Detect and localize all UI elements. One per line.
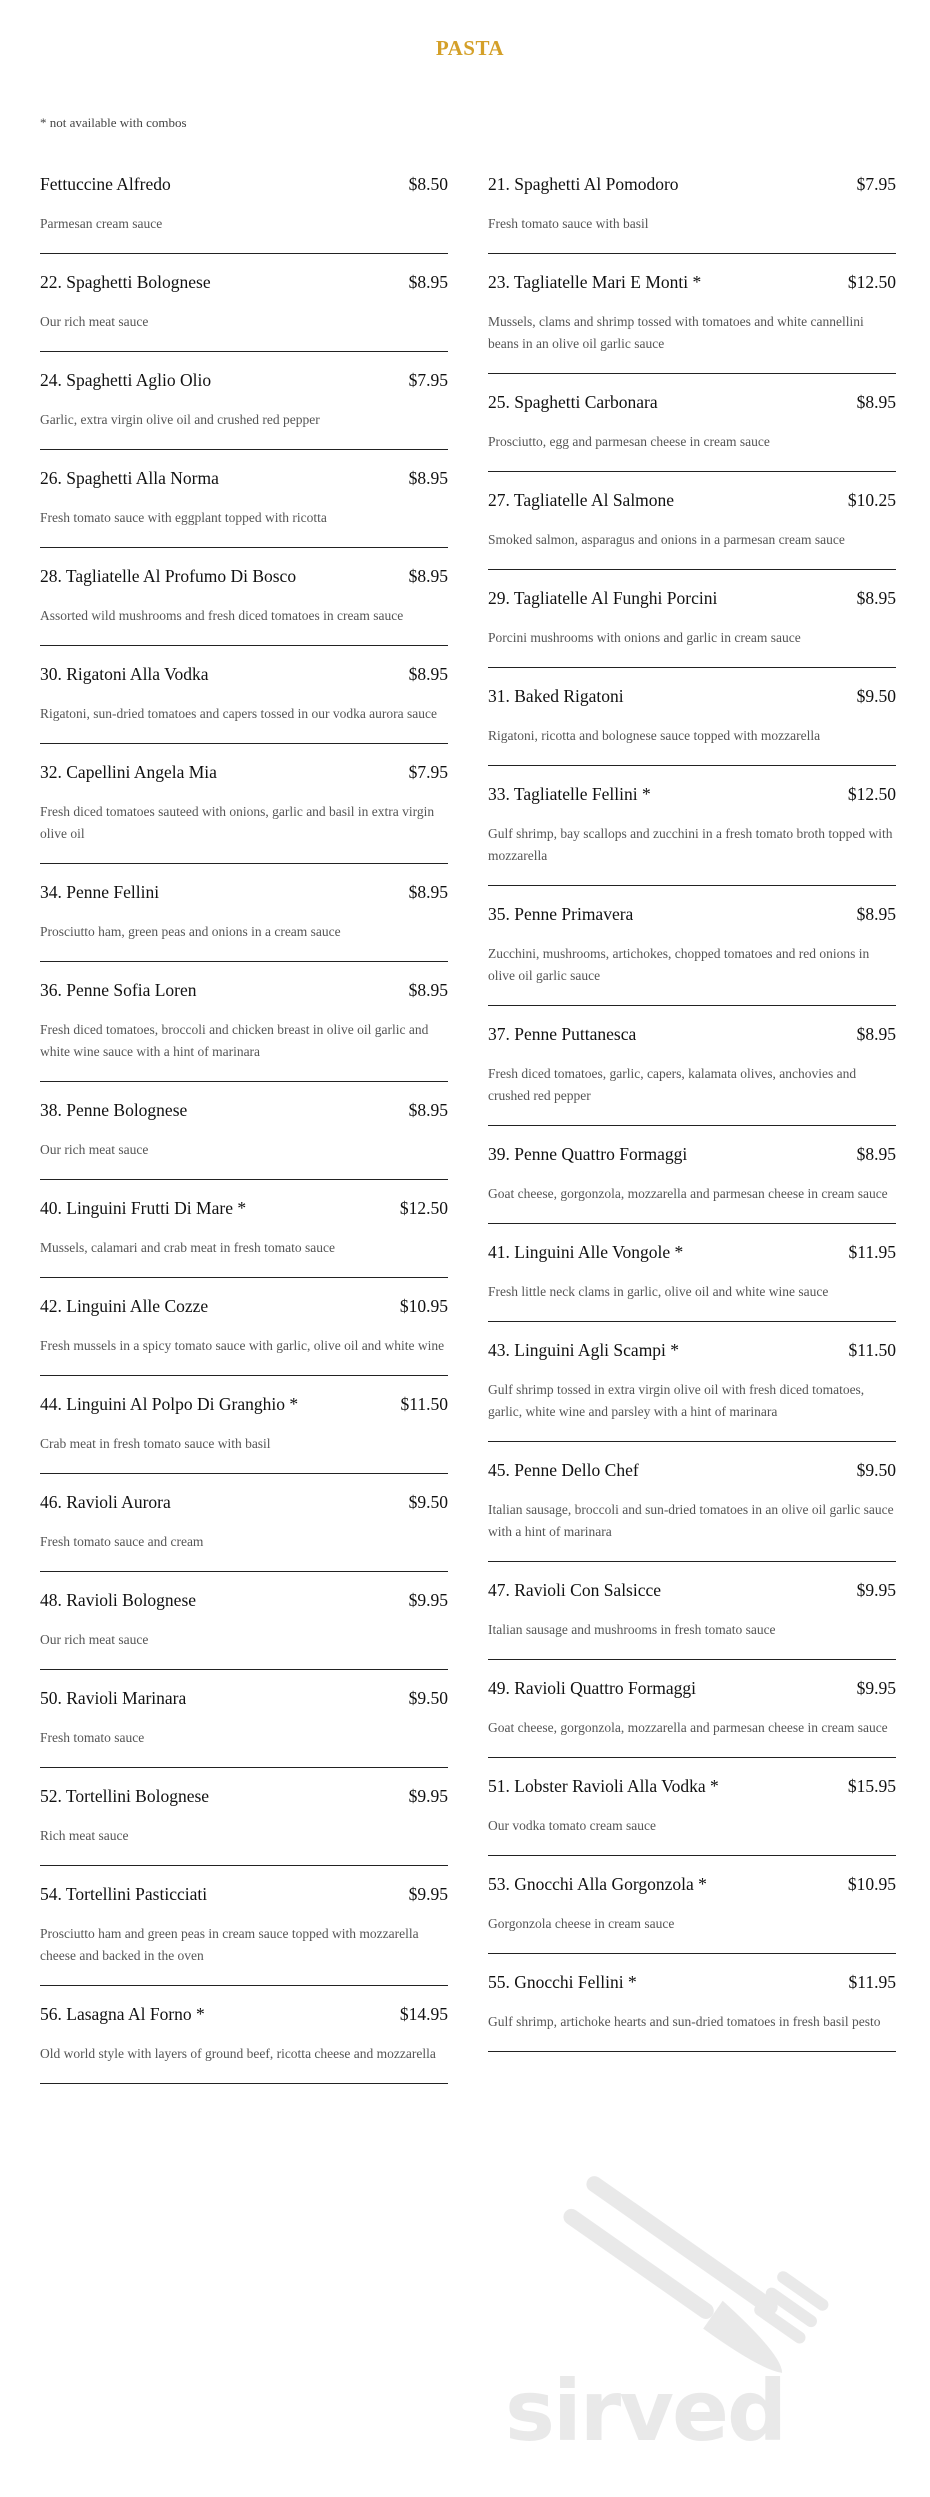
menu-item <box>40 254 448 352</box>
menu-item-price: $8.95 <box>856 392 896 412</box>
menu-item-header <box>488 1874 896 1895</box>
menu-item <box>488 1758 896 1856</box>
menu-item-description: Fresh diced tomatoes, garlic, capers, kalamata olives, anchovies and crushed red pepper <box>488 1066 857 1103</box>
menu-item-description: Prosciutto, egg and parmesan cheese in cream sauce <box>488 434 770 449</box>
fork-knife-icon <box>505 2090 865 2410</box>
menu-item-header <box>488 1580 896 1601</box>
menu-item-name: 44. Linguini Al Polpo Di Granghio * <box>40 1394 299 1414</box>
menu-item-header <box>488 904 896 925</box>
menu-item <box>488 472 896 570</box>
menu-item-name: 50. Ravioli Marinara <box>40 1688 187 1708</box>
menu-item-header <box>488 588 896 609</box>
menu-item-name: 30. Rigatoni Alla Vodka <box>40 664 209 684</box>
menu-item-price: $7.95 <box>408 762 448 782</box>
menu-item-price: $8.95 <box>408 882 448 902</box>
menu-item-price: $12.50 <box>399 1198 448 1218</box>
menu-item <box>40 1670 448 1768</box>
menu-item-name: 53. Gnocchi Alla Gorgonzola * <box>488 1874 707 1894</box>
menu-item-name: 40. Linguini Frutti Di Mare * <box>40 1198 247 1218</box>
menu-item-header <box>40 1786 448 1807</box>
menu-item-price: $9.95 <box>856 1678 896 1698</box>
menu-item-price: $10.95 <box>847 1874 896 1894</box>
menu-item-price: $11.95 <box>848 1242 896 1262</box>
menu-item-description: Italian sausage and mushrooms in fresh tomato sauce <box>488 1622 776 1637</box>
menu-item-header <box>40 882 448 903</box>
menu-item-header <box>40 762 448 783</box>
menu-item <box>488 1442 896 1562</box>
menu-item-name: Fettuccine Alfredo <box>40 174 171 194</box>
menu-item-header <box>40 468 448 489</box>
menu-item-header <box>488 174 896 195</box>
menu-item <box>40 1180 448 1278</box>
menu-item-price: $9.95 <box>408 1884 448 1904</box>
menu-item-price: $8.95 <box>856 588 896 608</box>
menu-item-price: $9.50 <box>856 686 896 706</box>
menu-item-price: $15.95 <box>847 1776 896 1796</box>
menu-item-description: Garlic, extra virgin olive oil and crushed red pepper <box>40 412 320 427</box>
menu-item-header <box>40 1590 448 1611</box>
menu-item-name: 51. Lobster Ravioli Alla Vodka * <box>488 1776 719 1796</box>
menu-item <box>488 1562 896 1660</box>
menu-item-price: $8.95 <box>408 980 448 1000</box>
menu-item-header <box>488 1678 896 1699</box>
menu-item-price: $10.25 <box>847 490 896 510</box>
menu-item <box>40 864 448 962</box>
menu-item-price: $8.95 <box>408 1100 448 1120</box>
menu-item-header <box>488 1972 896 1993</box>
menu-item-price: $8.50 <box>408 174 448 194</box>
menu-item-name: 29. Tagliatelle Al Funghi Porcini <box>488 588 718 608</box>
menu-item <box>40 352 448 450</box>
menu-item-price: $8.95 <box>408 566 448 586</box>
menu-item-header <box>40 566 448 587</box>
menu-item-price: $8.95 <box>856 904 896 924</box>
menu-item <box>488 766 896 886</box>
menu-item-name: 26. Spaghetti Alla Norma <box>40 468 219 488</box>
menu-item-name: 43. Linguini Agli Scampi * <box>488 1340 680 1360</box>
section-title: PASTA <box>435 36 505 60</box>
menu-item-description: Gorgonzola cheese in cream sauce <box>488 1916 675 1931</box>
menu-item-description: Rigatoni, ricotta and bolognese sauce topped with mozzarella <box>488 728 821 743</box>
menu-item <box>488 1856 896 1954</box>
menu-item <box>488 1006 896 1126</box>
menu-item-description: Fresh diced tomatoes sauteed with onions, garlic and basil in extra virgin olive oil <box>40 804 435 841</box>
menu-item <box>488 1660 896 1758</box>
menu-item-price: $12.50 <box>847 784 896 804</box>
menu-item-header <box>40 272 448 293</box>
menu-item-header <box>40 980 448 1001</box>
menu-item-name: 27. Tagliatelle Al Salmone <box>488 490 675 510</box>
menu-item-header <box>40 174 448 195</box>
menu-item <box>488 886 896 1006</box>
menu-item-name: 42. Linguini Alle Cozze <box>40 1296 209 1316</box>
menu-item-header <box>40 2004 448 2025</box>
menu-item-name: 38. Penne Bolognese <box>40 1100 188 1120</box>
menu-item-header <box>488 392 896 413</box>
menu-item-name: 55. Gnocchi Fellini * <box>488 1972 637 1992</box>
menu-item <box>488 1954 896 2052</box>
menu-item-price: $9.95 <box>856 1580 896 1600</box>
menu-item-name: 49. Ravioli Quattro Formaggi <box>488 1678 697 1698</box>
menu-item <box>40 1572 448 1670</box>
menu-item-header <box>488 1460 896 1481</box>
menu-item-name: 37. Penne Puttanesca <box>488 1024 637 1044</box>
menu-item-description: Fresh diced tomatoes, broccoli and chicken breast in olive oil garlic and white wine sauce with a hint of marinara <box>40 1022 429 1059</box>
menu-item-name: 22. Spaghetti Bolognese <box>40 272 211 292</box>
menu-item-header <box>40 1198 448 1219</box>
menu-item-description: Smoked salmon, asparagus and onions in a parmesan cream sauce <box>488 532 845 547</box>
menu-item <box>488 1224 896 1322</box>
menu-item-description: Our rich meat sauce <box>40 1632 149 1647</box>
menu-item-header <box>488 1776 896 1797</box>
menu-item-header <box>40 1688 448 1709</box>
menu-item-description: Rigatoni, sun-dried tomatoes and capers tossed in our vodka aurora sauce <box>40 706 438 721</box>
menu-item-header <box>40 1100 448 1121</box>
menu-item-description: Gulf shrimp tossed in extra virgin olive oil with fresh diced tomatoes, garlic, white wine and parsley with a hint of marinara <box>488 1382 865 1419</box>
menu-item-description: Porcini mushrooms with onions and garlic in cream sauce <box>488 630 801 645</box>
menu-item-name: 56. Lasagna Al Forno * <box>40 2004 205 2024</box>
menu-item-price: $11.50 <box>400 1394 448 1414</box>
menu-item-price: $9.50 <box>408 1492 448 1512</box>
menu-item-price: $9.50 <box>856 1460 896 1480</box>
menu-item <box>40 156 448 254</box>
menu-item-price: $9.95 <box>408 1786 448 1806</box>
menu-item <box>488 254 896 374</box>
menu-item-description: Mussels, clams and shrimp tossed with tomatoes and white cannellini beans in an olive oil garlic sauce <box>488 314 864 351</box>
menu-item-header <box>40 1884 448 1905</box>
menu-item-price: $8.95 <box>408 664 448 684</box>
menu-item-description: Goat cheese, gorgonzola, mozzarella and parmesan cheese in cream sauce <box>488 1720 888 1735</box>
menu-item-price: $8.95 <box>408 468 448 488</box>
menu-item-header <box>488 1242 896 1263</box>
menu-item-description: Mussels, calamari and crab meat in fresh tomato sauce <box>40 1240 336 1255</box>
menu-item <box>40 1474 448 1572</box>
menu-item-price: $7.95 <box>856 174 896 194</box>
menu-item-description: Assorted wild mushrooms and fresh diced tomatoes in cream sauce <box>40 608 404 623</box>
menu-item-name: 41. Linguini Alle Vongole * <box>488 1242 684 1262</box>
menu-item-header <box>488 272 896 293</box>
menu-item-description: Italian sausage, broccoli and sun-dried tomatoes in an olive oil garlic sauce with a hint of marinara <box>488 1502 894 1539</box>
menu-item-description: Prosciutto ham and green peas in cream sauce topped with mozzarella cheese and backed in the oven <box>40 1926 419 1963</box>
menu-item-header <box>488 490 896 511</box>
menu-item-name: 21. Spaghetti Al Pomodoro <box>488 174 679 194</box>
menu-item-price: $11.95 <box>848 1972 896 1992</box>
menu-item-price: $7.95 <box>408 370 448 390</box>
menu-item <box>40 548 448 646</box>
menu-item-description: Our rich meat sauce <box>40 1142 149 1157</box>
menu-item-name: 24. Spaghetti Aglio Olio <box>40 370 212 390</box>
menu-item-name: 25. Spaghetti Carbonara <box>488 392 658 412</box>
menu-item-header <box>488 1024 896 1045</box>
menu-item <box>40 1866 448 1986</box>
menu-item <box>40 1082 448 1180</box>
menu-item-price: $8.95 <box>856 1024 896 1044</box>
menu-item-description: Fresh tomato sauce with eggplant topped with ricotta <box>40 510 327 525</box>
menu-item <box>40 962 448 1082</box>
menu-column-right <box>488 156 896 2084</box>
menu-item-name: 36. Penne Sofia Loren <box>40 980 197 1000</box>
menu-item-name: 39. Penne Quattro Formaggi <box>488 1144 688 1164</box>
menu-item-price: $8.95 <box>856 1144 896 1164</box>
menu-item-header <box>40 1394 448 1415</box>
watermark-text: sirved <box>505 2362 786 2460</box>
menu-item <box>488 156 896 254</box>
menu-item-name: 28. Tagliatelle Al Profumo Di Bosco <box>40 566 297 586</box>
menu-item-description: Zucchini, mushrooms, artichokes, chopped tomatoes and red onions in olive oil garlic sauce <box>488 946 870 983</box>
menu-item-description: Goat cheese, gorgonzola, mozzarella and parmesan cheese in cream sauce <box>488 1186 888 1201</box>
menu-item-price: $9.50 <box>408 1688 448 1708</box>
menu-item <box>40 1278 448 1376</box>
menu-item-description: Gulf shrimp, artichoke hearts and sun-dried tomatoes in fresh basil pesto <box>488 2014 881 2029</box>
menu-item-name: 33. Tagliatelle Fellini * <box>488 784 651 804</box>
menu-item <box>40 1376 448 1474</box>
menu-item-price: $8.95 <box>408 272 448 292</box>
menu-column-left <box>40 156 448 2084</box>
menu-item <box>488 1126 896 1224</box>
menu-item-name: 31. Baked Rigatoni <box>488 686 624 706</box>
menu-item <box>40 744 448 864</box>
menu-item <box>40 450 448 548</box>
menu-item-header <box>488 784 896 805</box>
menu-item <box>488 374 896 472</box>
menu-item-description: Our rich meat sauce <box>40 314 149 329</box>
menu-item-header <box>488 1144 896 1165</box>
menu-item-name: 48. Ravioli Bolognese <box>40 1590 197 1610</box>
menu-item-name: 54. Tortellini Pasticciati <box>40 1884 208 1904</box>
menu-item <box>40 1986 448 2084</box>
menu-item-header <box>40 1296 448 1317</box>
menu-item-description: Fresh little neck clams in garlic, olive oil and white wine sauce <box>488 1284 829 1299</box>
menu-item <box>488 668 896 766</box>
menu-item-description: Parmesan cream sauce <box>40 216 163 231</box>
menu-item-price: $12.50 <box>847 272 896 292</box>
menu-columns <box>40 156 900 2084</box>
menu-item-name: 23. Tagliatelle Mari E Monti * <box>488 272 702 292</box>
menu-item-description: Crab meat in fresh tomato sauce with basil <box>40 1436 271 1451</box>
menu-item-name: 52. Tortellini Bolognese <box>40 1786 210 1806</box>
menu-item-price: $9.95 <box>408 1590 448 1610</box>
menu-item-header <box>40 370 448 391</box>
menu-item-name: 46. Ravioli Aurora <box>40 1492 171 1512</box>
menu-item-description: Prosciutto ham, green peas and onions in a cream sauce <box>40 924 341 939</box>
menu-item-header <box>488 686 896 707</box>
menu-item-price: $10.95 <box>399 1296 448 1316</box>
menu-item-header <box>40 1492 448 1513</box>
menu-item <box>40 1768 448 1866</box>
menu-item-name: 35. Penne Primavera <box>488 904 634 924</box>
combo-note: * not available with combos <box>40 115 187 130</box>
menu-item-name: 34. Penne Fellini <box>40 882 160 902</box>
menu-item-description: Old world style with layers of ground beef, ricotta cheese and mozzarella <box>40 2046 436 2061</box>
menu-item-name: 32. Capellini Angela Mia <box>40 762 217 782</box>
menu-item-header <box>40 664 448 685</box>
menu-item-description: Fresh tomato sauce <box>40 1730 145 1745</box>
menu-item <box>488 1322 896 1442</box>
menu-item-description: Fresh tomato sauce with basil <box>488 216 649 231</box>
menu-item <box>488 570 896 668</box>
menu-item-name: 47. Ravioli Con Salsicce <box>488 1580 662 1600</box>
menu-item-description: Our vodka tomato cream sauce <box>488 1818 656 1833</box>
menu-item-description: Gulf shrimp, bay scallops and zucchini in a fresh tomato broth topped with mozzarella <box>488 826 893 863</box>
menu-item-description: Fresh mussels in a spicy tomato sauce with garlic, olive oil and white wine <box>40 1338 445 1353</box>
menu-item-header <box>488 1340 896 1361</box>
menu-item-description: Fresh tomato sauce and cream <box>40 1534 204 1549</box>
menu-item-price: $14.95 <box>399 2004 448 2024</box>
menu-item-description: Rich meat sauce <box>40 1828 129 1843</box>
menu-item <box>40 646 448 744</box>
menu-item-price: $11.50 <box>848 1340 896 1360</box>
sirved-watermark <box>505 2090 865 2490</box>
menu-item-name: 45. Penne Dello Chef <box>488 1460 639 1480</box>
